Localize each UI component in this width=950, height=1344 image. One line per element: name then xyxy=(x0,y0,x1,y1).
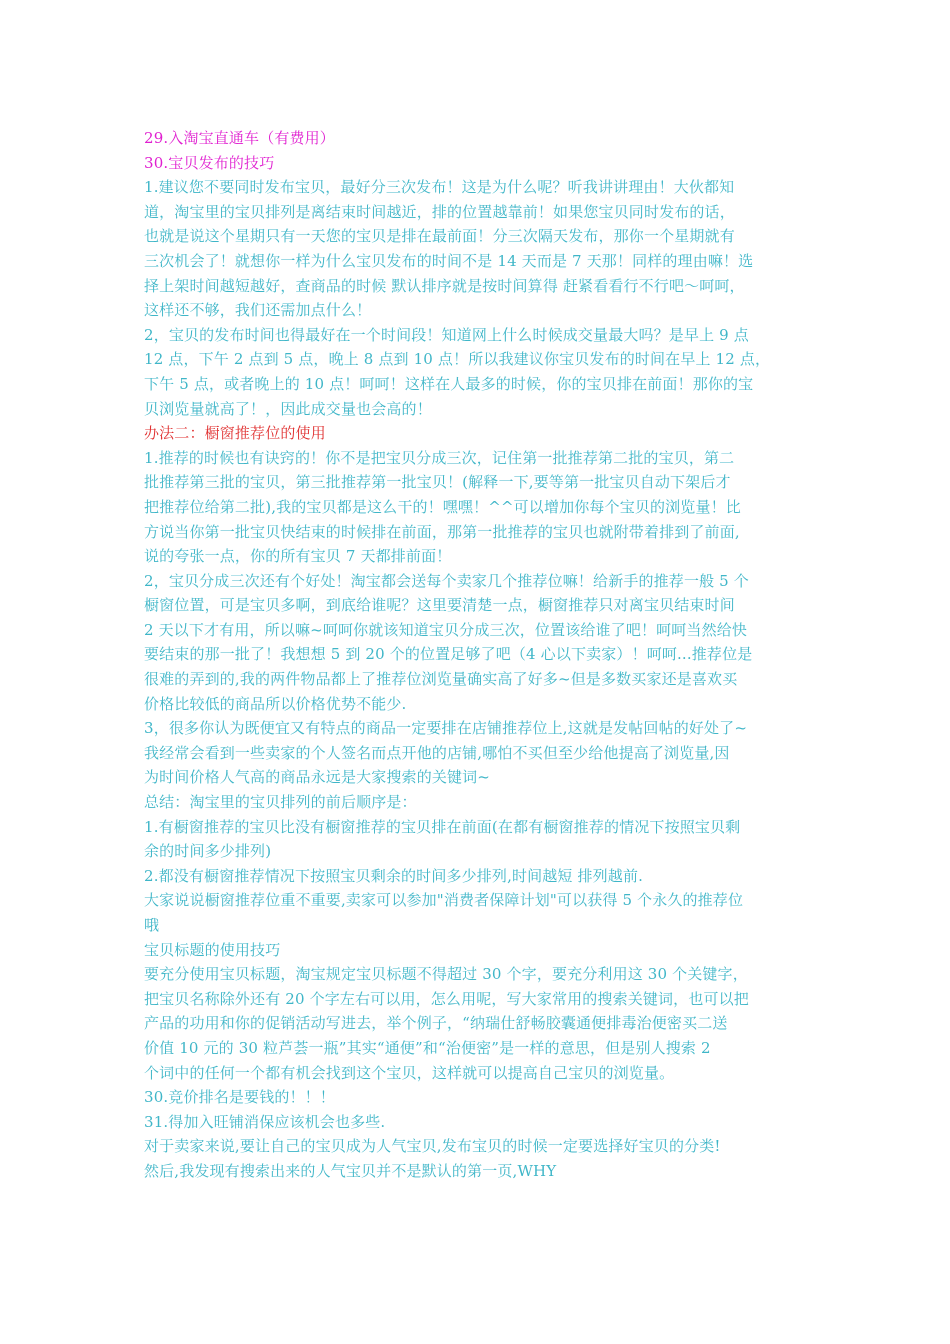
text-line: 1.推荐的时候也有诀窍的！你不是把宝贝分成三次，记住第一批推荐第二批的宝贝，第二 xyxy=(144,448,735,467)
text-line: 个词中的任何一个都有机会找到这个宝贝，这样就可以提高自己宝贝的浏览量。 xyxy=(144,1063,675,1082)
text-line: 宝贝标题的使用技巧 xyxy=(144,940,281,959)
text-line: 下午 5 点，或者晚上的 10 点！呵呵！这样在人最多的时候，你的宝贝排在前面！那你的宝 xyxy=(144,374,754,393)
text-line: 29.入淘宝直通车（有费用） xyxy=(144,129,335,147)
text-line: 2，宝贝的发布时间也得最好在一个时间段！知道网上什么时候成交量最大吗？是早上 9 点 xyxy=(144,325,749,344)
text-line: 贝浏览量就高了！，因此成交量也会高的！ xyxy=(144,399,432,418)
text-line: 要充分使用宝贝标题，淘宝规定宝贝标题不得超过 30 个字，要充分利用这 30 个关键字， xyxy=(144,965,748,984)
document-body xyxy=(144,126,808,1184)
text-line: 把宝贝名称除外还有 20 个字左右可以用，怎么用呢，写大家常用的搜索关键词，也可以把 xyxy=(144,989,749,1008)
text-line: 哦 xyxy=(144,916,160,934)
text-line: 批推荐第三批的宝贝，第三批推荐第一批宝贝！(解释一下,要等第一批宝贝自动下架后才 xyxy=(144,473,731,492)
text-line: 橱窗位置，可是宝贝多啊，到底给谁呢？这里要清楚一点，橱窗推荐只对离宝贝结束时间 xyxy=(144,596,735,615)
text-line: 把推荐位给第二批),我的宝贝都是这么干的！嘿嘿！^^可以增加你每个宝贝的浏览量！比 xyxy=(144,497,741,516)
text-line: 我经常会看到一些卖家的个人签名而点开他的店铺,哪怕不买但至少给他提高了浏览量,因 xyxy=(144,743,730,762)
text-line: 价格比较低的商品所以价格优势不能少. xyxy=(144,694,407,713)
text-line: 30.宝贝发布的技巧 xyxy=(144,153,275,172)
text-line: 也就是说这个星期只有一天您的宝贝是排在最前面！分三次隔天发布，那你一个星期就有 xyxy=(144,227,735,246)
text-line: 余的时间多少排列) xyxy=(144,842,272,861)
text-line: 办法二：橱窗推荐位的使用 xyxy=(144,424,326,443)
text-line: 1.有橱窗推荐的宝贝比没有橱窗推荐的宝贝排在前面(在都有橱窗推荐的情况下按照宝贝剩 xyxy=(144,817,741,836)
text-line: 对于卖家来说,要让自己的宝贝成为人气宝贝,发布宝贝的时候一定要选择好宝贝的分类! xyxy=(144,1137,721,1156)
text-line: 说的夸张一点，你的所有宝贝 7 天都排前面！ xyxy=(144,547,452,566)
text-line: 12 点，下午 2 点到 5 点，晚上 8 点到 10 点！所以我建议你宝贝发布的时间在早上 12 点， xyxy=(144,350,771,369)
text-line: 然后,我发现有搜索出来的人气宝贝并不是默认的第一页,WHY xyxy=(144,1161,557,1180)
text-line: 道，淘宝里的宝贝排列是离结束时间越近，排的位置越靠前！如果您宝贝同时发布的话， xyxy=(144,202,735,221)
text-line: 三次机会了！就想你一样为什么宝贝发布的时间不是 14 天而是 7 天那！同样的理由嘛！选 xyxy=(144,251,754,270)
text-line: 2 天以下才有用，所以嘛~呵呵你就该知道宝贝分成三次，位置该给谁了吧！呵呵当然给快 xyxy=(144,620,748,639)
text-line: 31.得加入旺铺消保应该机会也多些. xyxy=(144,1112,386,1131)
text-line: 1.建议您不要同时发布宝贝，最好分三次发布！这是为什么呢？听我讲讲理由！大伙都知 xyxy=(144,178,735,197)
text-line: 30.竞价排名是要钱的！！！ xyxy=(144,1088,335,1107)
text-line: 这样还不够，我们还需加点什么！ xyxy=(144,301,372,320)
text-line: 3，很多你认为既便宜又有特点的商品一定要排在店铺推荐位上,这就是发帖回帖的好处了~ xyxy=(144,719,748,738)
text-line: 方说当你第一批宝贝快结束的时候排在前面，那第一批推荐的宝贝也就附带着排到了前面, xyxy=(144,522,740,541)
text-line: 大家说说橱窗推荐位重不重要,卖家可以参加"消费者保障计划"可以获得 5 个永久的推荐位 xyxy=(144,891,744,910)
text-line: 总结：淘宝里的宝贝排列的前后顺序是： xyxy=(144,793,417,812)
text-line: 2.都没有橱窗推荐情况下按照宝贝剩余的时间多少排列,时间越短 排列越前. xyxy=(144,866,644,885)
text-line: 要结束的那一批了！我想想 5 到 20 个的位置足够了吧（4 心以下卖家）！呵呵...推荐位是 xyxy=(144,645,753,664)
text-line: 很难的弄到的,我的两件物品都上了推荐位浏览量确实高了好多~但是多数买家还是喜欢买 xyxy=(144,670,738,689)
text-line: 为时间价格人气高的商品永远是大家搜索的关键词~ xyxy=(144,768,491,787)
text-line: 产品的功用和你的促销活动写进去，举个例子，“纳瑞仕舒畅胶囊通便排毒治便密买二送 xyxy=(144,1014,728,1033)
text-line: 择上架时间越短越好，查商品的时候 默认排序就是按时间算得 赶紧看看行不行吧～呵呵， xyxy=(144,276,745,295)
text-line: 价值 10 元的 30 粒芦荟一瓶”其实“通便”和“治便密”是一样的意思，但是别人搜索 2 xyxy=(144,1038,711,1057)
text-line: 2，宝贝分成三次还有个好处！淘宝都会送每个卖家几个推荐位嘛！给新手的推荐一般 5 个 xyxy=(144,571,749,590)
